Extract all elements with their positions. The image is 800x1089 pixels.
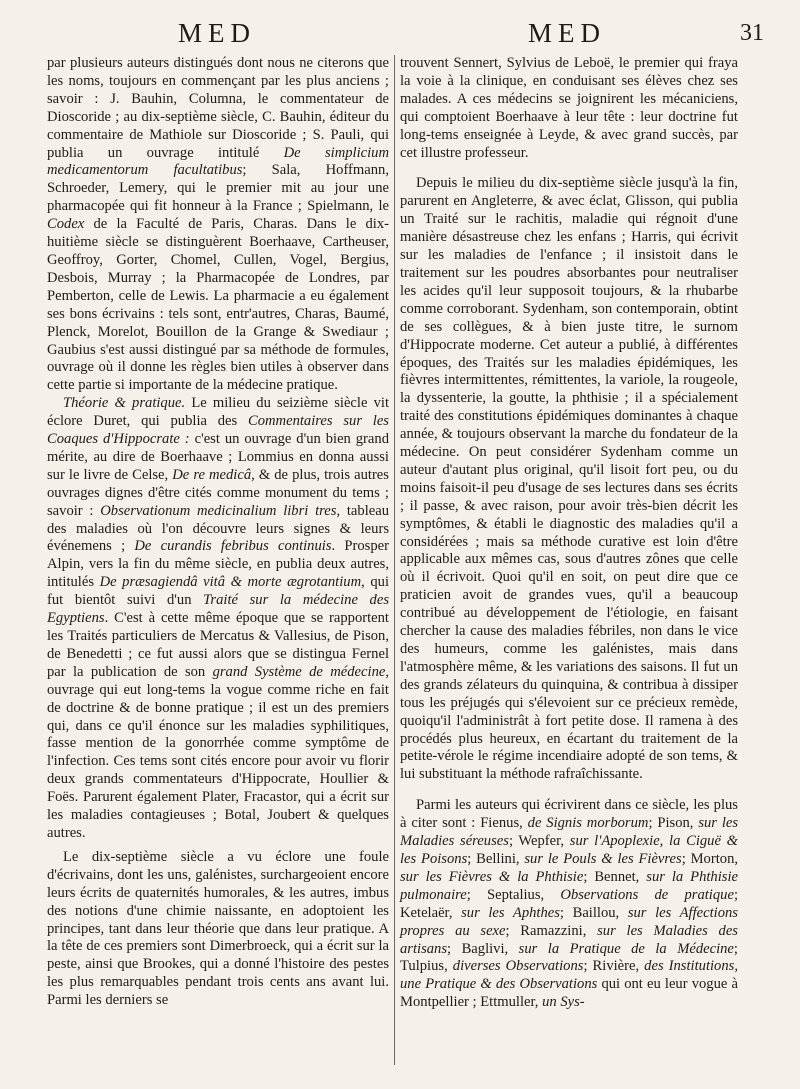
paragraph-seventeenth-century: Le dix-septième siècle a vu éclore une foule d'écrivains, dont les uns, galénistes, surchargeoient encore leurs écrits de quaternités humorales, & les autres, imbus des notions d'une chimie naissante, en adoptoient les principes, tant dans leur théorie que dans leur pratique. A la tête de ces premiers sont Dimerbroeck, qui a écrit sur la peste, ainsi que Brookes, qui a donné l'histoire des pestes les plus remarquables pendant trois cents ans avant lui. Parmi les derniers se <box>47 848 389 1009</box>
left-column <box>47 55 389 1010</box>
page-number: 31 <box>740 20 764 46</box>
paragraph-sydenham: Depuis le milieu du dix-septième siècle jusqu'à la fin, parurent en Angleterre, & avec éclat, Glisson, qui publia un Traité sur le rachitis, maladie qui régnoit d'une manière désastreuse chez les enfans ; Harris, qui écrivit sur les maladies de l'enfance ; il insistoit dans le traitement sur les poudres absorbantes pour neutraliser les acides qu'il leur supposoit toujours, & la rhubarbe comme corroborant. Sydenham, son contemporain, obtint de ses collègues, & à bien juste titre, le surnom d'Hippocrate moderne. Cet auteur a publié, à différentes époques, des Traités sur les maladies épidémiques, les fièvres intermittentes, rémittentes, la variole, la rougeole, la dyssenterie, la goutte, la phthisie ; il a spécialement traité des constitutions épidémiques dominantes à chaque année, & toujours observant la marche du fondateur de la médecine. On peut considérer Sydenham comme un auteur d'autant plus original, qu'il lisoit fort peu, ou du moins faisoit-il peu d'usage de ses lectures dans ses écrits ; il passe, & avec raison, pour avoir très-bien décrit les symptômes, & établi le diagnostic des maladies qu'il a considérées ; mais sa méthode curative est loin d'être applicable aux mêmes cas, sous d'autres zônes que celle où il écrivoit. Quoi qu'il en soit, on peut dire que ce praticien avoit de grandes vues, qu'il a beaucoup contribué au développement de l'étiologie, en faisant chercher la cause des maladies fébriles, non dans le vice des humeurs, comme les galénistes, mais dans l'atmosphère même, & les variations des saisons. Il fut un des grands zélateurs du quinquina, & contribua à dissiper tous les préjugés qui s'élevoient sur ce précieux remède, quoiqu'il l'administrât à fort petite dose. Il ramena à des procédés plus heureux, en écartant du traitement de la petite-vérole le régime incendiaire adopté de son tems, & lui substituant la méthode rafraîchissante. <box>400 175 738 783</box>
column-divider <box>394 55 395 1065</box>
section-heading: Théorie & pratique. <box>63 395 186 412</box>
running-header <box>0 18 800 52</box>
paragraph-theory-practice: Théorie & pratique. Le milieu du seizième siècle vit éclore Duret, qui publia des Commentaires sur les Coaques d'Hippocrate : c'est un ouvrage d'un bien grand mérite, au dire de Boerhaave ; Lommius en donna aussi sur le livre de Celse, De re medicâ, & de plus, trois autres ouvrages dignes d'être cités comme monument du tems ; savoir : Observationum medicinalium libri tres, tableau des maladies où l'on découvre leurs signes & leurs événemens ; De curandis febribus continuis. Prosper Alpin, vers la fin du même siècle, en publia deux autres, intitulés De præsagiendâ vitâ & morte ægrotantium, qui fut bientôt suivi d'un Traité sur la médecine des Egyptiens. C'est à cette même époque que se rapportent les Traités particuliers de Mercatus & Vallesius, de Pison, de Benedetti ; ce fut aussi alors que se distingua Fernel par la publication de son grand Système de médecine, ouvrage qui eut long-tems la vogue comme riche en fait de doctrine & de bonne pratique ; il est un des premiers qui, dans ce qu'il énonce sur les maladies syphilitiques, fasse mention de la gonorrhée comme symptôme de l'infection. Ces tems sont cités encore pour avoir vu florir deux grands commentateurs d'Hippocrate, Houllier & Foës. Parurent également Plater, Fracastor, qui a écrit sur les maladies contagieuses ; Botal, Joubert & quelques autres. <box>47 395 390 841</box>
paragraph-authors-list: Parmi les auteurs qui écrivirent dans ce siècle, les plus à citer sont : Fienus, de Signis morborum; Pison, sur les Maladies séreuses; Wepfer, sur l'Apoplexie, la Ciguë & les Poisons; Bellini, sur le Pouls & les Fièvres; Morton, sur les Fièvres & la Phthisie; Bennet, sur la Phthisie pulmonaire; Septalius, Observations de pratique; Ketelaër, sur les Aphthes; Baillou, sur les Affections propres au sexe; Ramazzini, sur les Maladies des artisans; Baglivi, sur la Pratique de la Médecine; Tulpius, diverses Observations; Rivière, des Institutions, une Pratique & des Observations qui ont eu leur vogue à Montpellier ; Ettmuller, un Sys- <box>400 797 739 1011</box>
header-right-word: MED <box>528 18 606 48</box>
right-column <box>400 55 738 1012</box>
paragraph-continuation: trouvent Sennert, Sylvius de Leboë, le premier qui fraya la voie à la clinique, en conduisant ses élèves chez ses malades. A ces médecins se joignirent les mécaniciens, qui comptoient Boerhaave à leur tête : leur doctrine fut long-tems enseignée à Leyde, & avec grand succès, par cet illustre professeur. <box>400 55 738 161</box>
paragraph-pharmacy-authors: par plusieurs auteurs distingués dont nous ne citerons que les noms, toujours en commençant par les plus anciens ; savoir : J. Bauhin, Columna, le commentateur de Dioscoride ; au dix-septième siècle, C. Bauhin, éditeur du commentaire de Mathiole sur Dioscoride ; S. Pauli, qui publia un ouvrage intitulé De simplicium medicamentorum facultatibus; Sala, Hoffmann, Schroeder, Lemery, qui le premier mit au jour une pharmacopée qui fit honneur à la France ; Spielmann, le Codex de la Faculté de Paris, Charas. Dans le dix-huitième siècle se distinguèrent Boerhaave, Cartheuser, Geoffroy, Gorter, Chomel, Cullen, Vogel, Bergius, Desbois, Murray ; la Pharmacopée de Londres, par Pemberton, celle de Lewis. La pharmacie a eu également ses bons écrivains : tels sont, entr'autres, Charas, Baumé, Plenck, Morelot, Bouillon de la Grange & Swediaur ; Gaubius s'est aussi distingué par sa méthode de formules, ouvrage où il donne les règles bien utiles à observer dans cette partie si importante de la médecine pratique. <box>47 55 390 394</box>
header-left-word: MED <box>178 18 256 48</box>
